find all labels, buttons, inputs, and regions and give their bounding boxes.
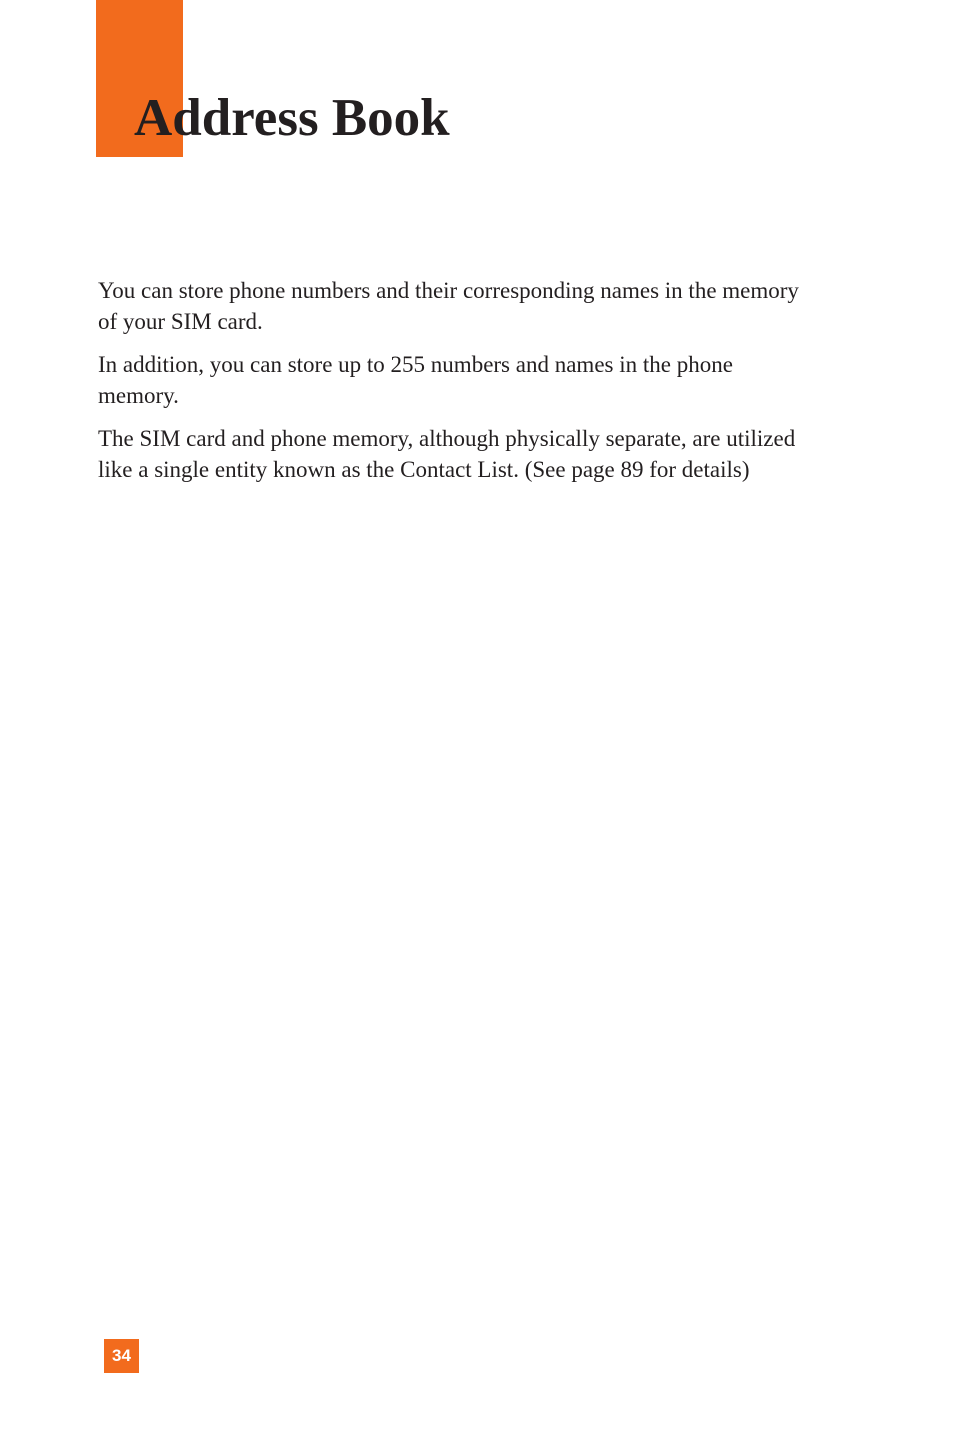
page-title: Address Book — [134, 89, 450, 147]
paragraph-phone-memory: In addition, you can store up to 255 numbers and names in the phone memory. — [98, 352, 733, 408]
paragraph-contact-list: The SIM card and phone memory, although physically separate, are utilized like a single entity known as the Contact List. (See page 89 for details) — [98, 426, 796, 482]
paragraph-sim-storage: You can store phone numbers and their corresponding names in the memory of your SIM card. — [98, 278, 799, 334]
page-number-badge: 34 — [104, 1339, 139, 1373]
body-text — [98, 275, 818, 497]
